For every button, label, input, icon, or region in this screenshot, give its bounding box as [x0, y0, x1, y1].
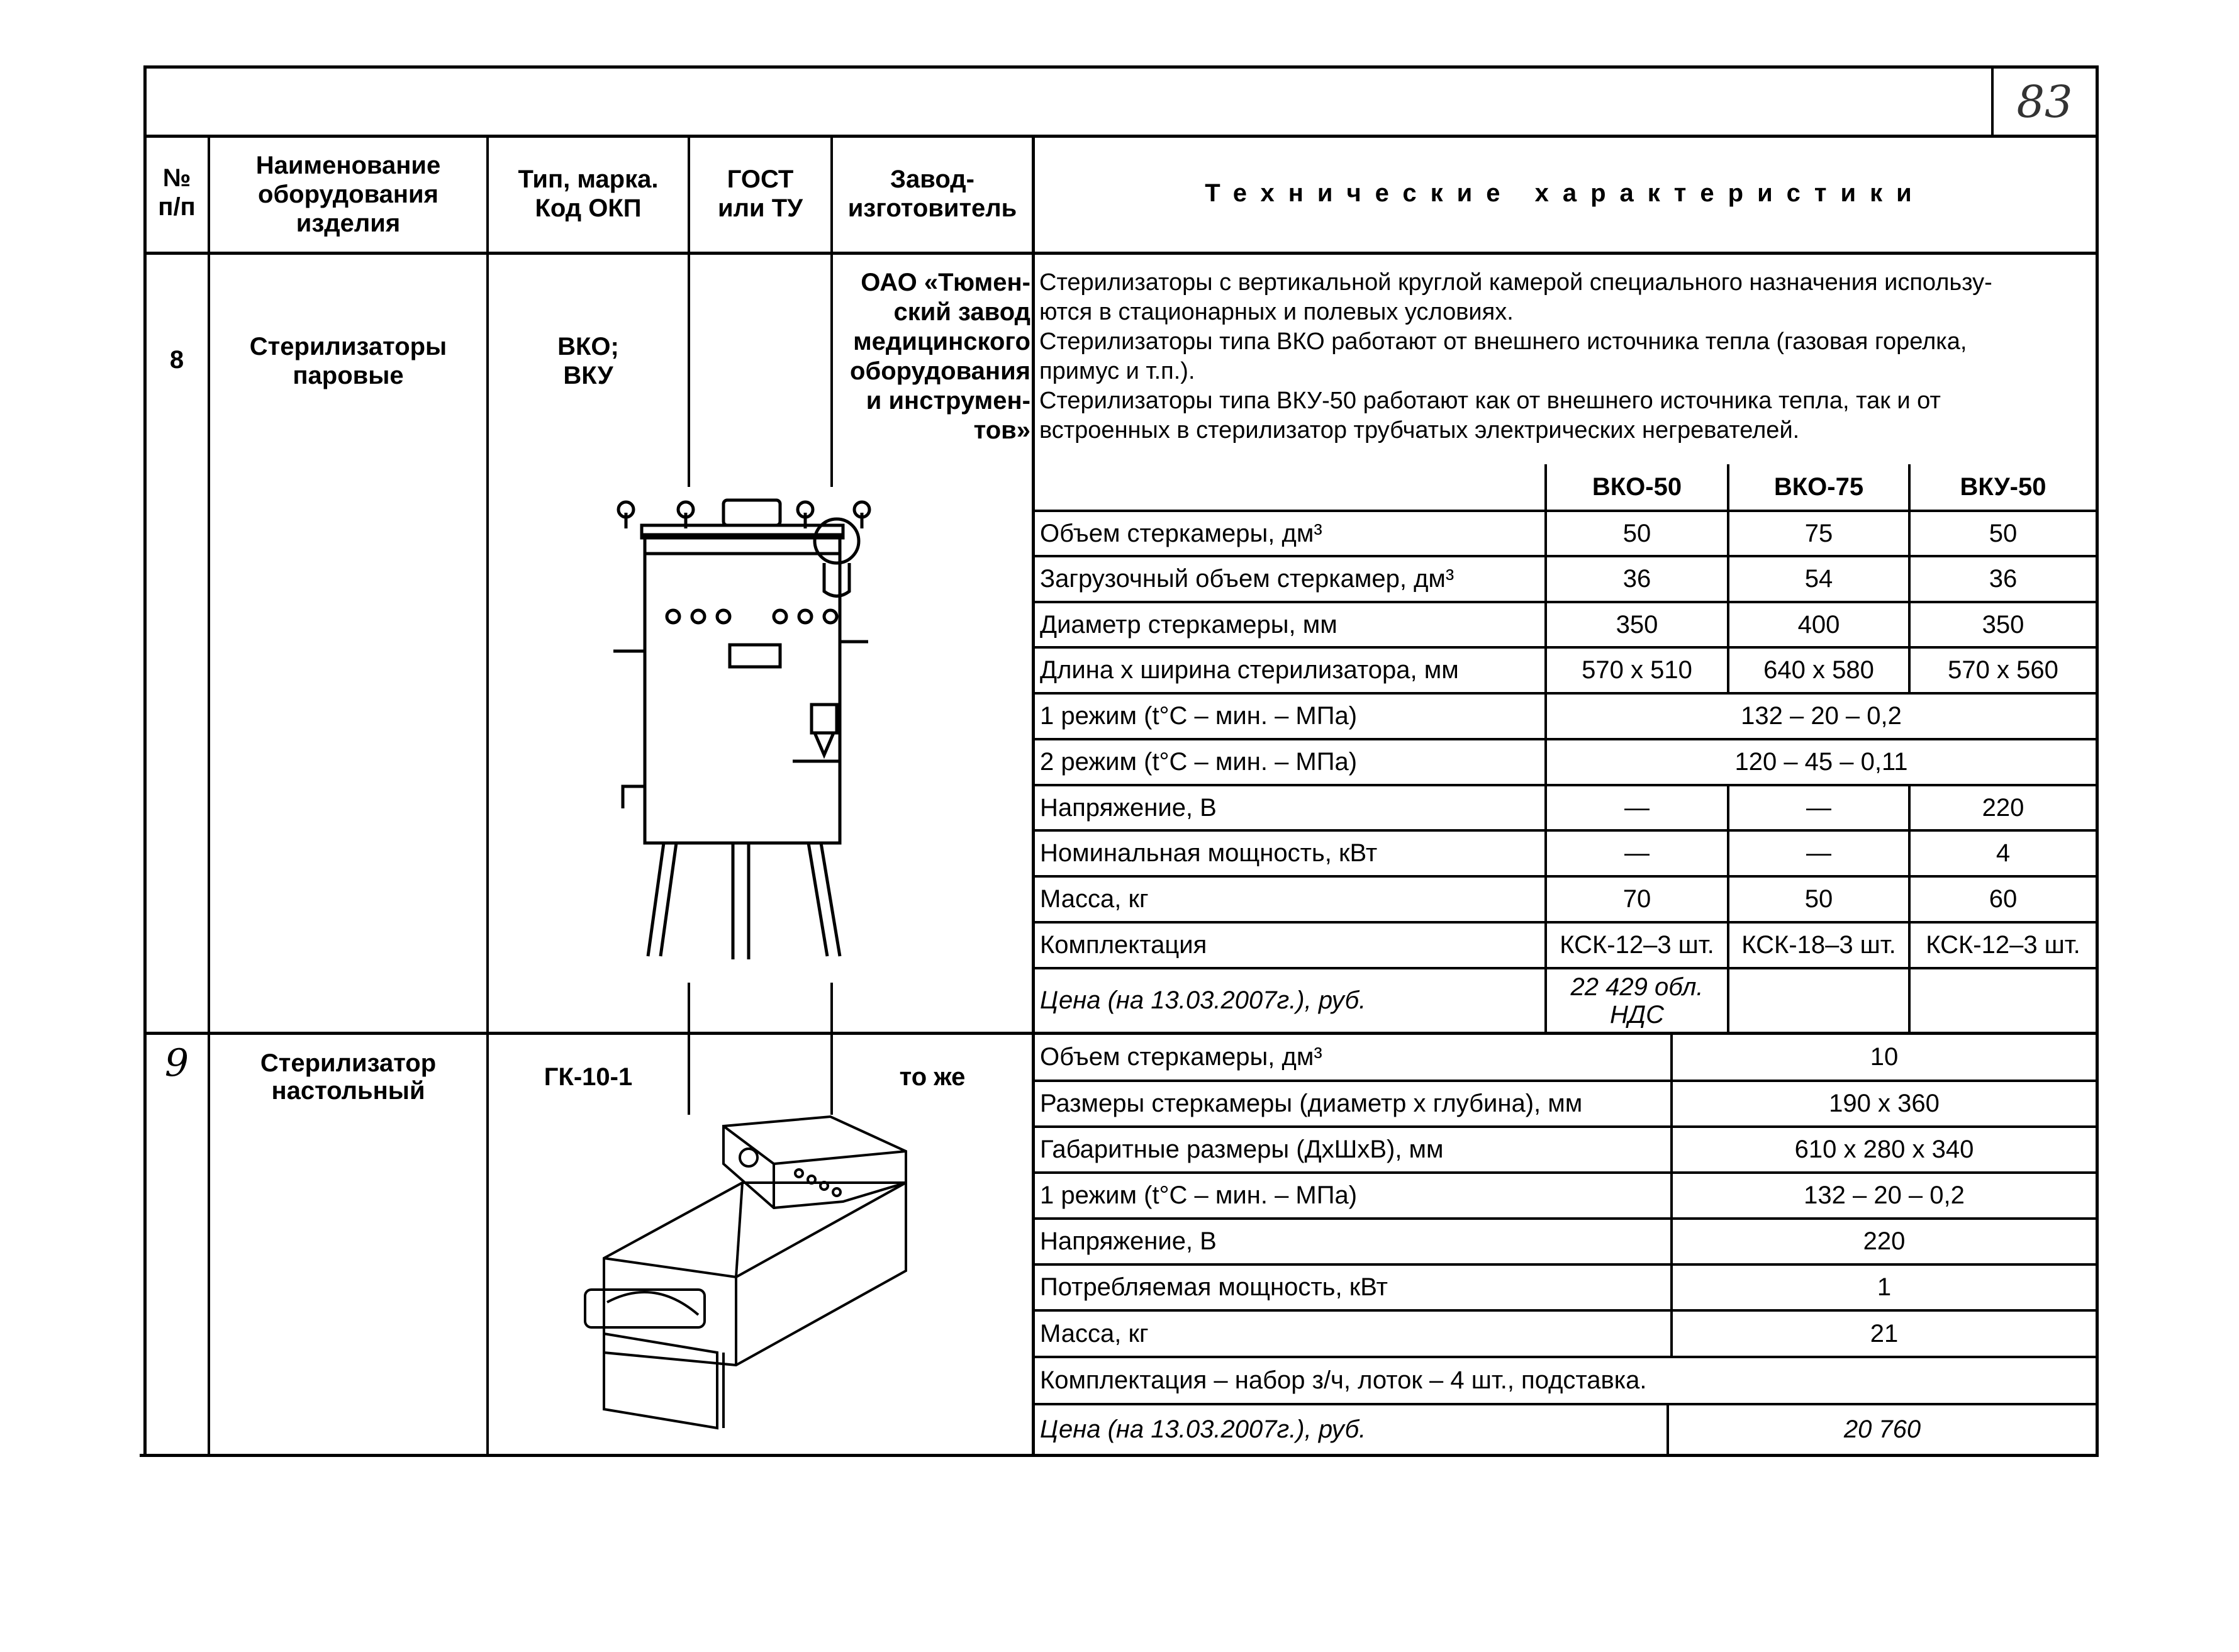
item9-name: Стерилизатор настольный	[260, 1049, 437, 1105]
spec-label: Масса, кг	[1040, 885, 1149, 913]
header-bottom-line	[143, 252, 2099, 255]
spec-value: 10	[1870, 1043, 1899, 1071]
item9-num: 9	[164, 1041, 189, 1085]
spec-value: 70	[1622, 885, 1651, 913]
spec-value: 50	[1804, 885, 1833, 913]
spec-value: 75	[1804, 519, 1833, 547]
spec-value: 36	[1622, 565, 1651, 593]
spec-label: Номинальная мощность, кВт	[1040, 839, 1378, 867]
spec-value: 350	[1616, 610, 1658, 639]
description-line: Стерилизаторы типа ВКУ-50 работают как от внешнего источника тепла, так и от	[1039, 388, 1941, 414]
spec-value: 350	[1982, 610, 2024, 639]
price-label: Цена (на 13.03.2007г.), руб.	[1040, 1415, 1366, 1443]
spec-value: 610 х 280 х 340	[1794, 1136, 1974, 1163]
item8-name: Стерилизаторы паровые	[249, 333, 447, 389]
spec-label: 1 режим (t°С – мин. – МПа)	[1040, 1181, 1358, 1209]
item8-maker: ОАО «Тюмен- ский завод медицинского оборудования и инструмен- тов»	[850, 269, 1030, 444]
spec-label: Длина х ширина стерилизатора, мм	[1040, 656, 1459, 684]
spec-value: —	[1806, 839, 1831, 867]
spec-value: 50	[1989, 519, 2018, 547]
spec-value: —	[1624, 793, 1650, 822]
frame-left	[143, 65, 147, 1457]
item9-maker: то же	[899, 1063, 966, 1091]
col-line-4b	[830, 983, 833, 1115]
frame-top	[143, 65, 2099, 69]
spec-value: 640 х 580	[1763, 656, 1874, 684]
header-gost: ГОСТ или ТУ	[717, 165, 803, 222]
header-type: Тип, марка. Код ОКП	[518, 165, 659, 222]
frame-bottom	[140, 1454, 2099, 1457]
header-specs: Технические характеристики	[1205, 179, 1926, 207]
spec-value: 1	[1877, 1273, 1892, 1301]
spec-value: 220	[1982, 793, 2024, 822]
spec-value: 220	[1863, 1227, 1906, 1255]
spec-label: Загрузочный объем стеркамер, дм³	[1040, 565, 1455, 593]
description-line: встроенных в стерилизатор трубчатых электрических негревателей.	[1039, 417, 1800, 444]
spec-value: 21	[1870, 1319, 1899, 1348]
description-line: Стерилизаторы с вертикальной круглой камерой специального назначения использу-	[1039, 269, 1992, 296]
col-header-vko50: ВКО-50	[1592, 472, 1682, 501]
spec-label: Габаритные размеры (ДхШхВ), мм	[1040, 1136, 1444, 1163]
col-header-vko75: ВКО-75	[1773, 472, 1864, 501]
spec-label: Размеры стеркамеры (диаметр х глубина), мм	[1040, 1090, 1583, 1117]
spec-value: —	[1806, 793, 1831, 822]
spec-value: 4	[1996, 839, 2011, 867]
spec-value: 50	[1622, 519, 1651, 547]
price-value: 20 760	[1843, 1415, 1921, 1443]
spec-value: 570 х 510	[1582, 656, 1692, 684]
spec-value: 36	[1989, 565, 2018, 593]
price-value: 22 429 обл. НДС	[1570, 973, 1704, 1029]
spec-value: 190 х 360	[1829, 1090, 1940, 1117]
spec-value: КСК-18–3 шт.	[1741, 931, 1896, 959]
spec-value: 400	[1797, 610, 1840, 639]
col-line-3b	[688, 983, 690, 1115]
spec-label: Напряжение, В	[1040, 1227, 1217, 1255]
header-top-line	[143, 135, 2099, 138]
spec-label: Диаметр стеркамеры, мм	[1040, 610, 1337, 639]
spec-label: Объем стеркамеры, дм³	[1040, 1043, 1322, 1071]
description-line: ются в стационарных и полевых условиях.	[1039, 299, 1514, 325]
spec-value: 60	[1989, 885, 2018, 913]
spec-label: Потребляемая мощность, кВт	[1040, 1273, 1388, 1301]
header-num: № п/п	[158, 164, 196, 221]
spec-value-merged: 132 – 20 – 0,2	[1741, 702, 1902, 730]
description-line: Стерилизаторы типа ВКО работают от внешнего источника тепла (газовая горелка,	[1039, 328, 1967, 355]
spec-label: Масса, кг	[1040, 1319, 1149, 1348]
header-name: Наименование оборудования изделия	[255, 152, 441, 237]
spec-label: 2 режим (t°С – мин. – МПа)	[1040, 748, 1358, 776]
description-line: примус и т.п.).	[1039, 358, 1195, 384]
spec-value: 570 х 560	[1948, 656, 2058, 684]
spec-value-merged: 120 – 45 – 0,11	[1734, 748, 1908, 776]
spec-label: Комплектация	[1040, 931, 1207, 959]
tabletop-sterilizer-illustration	[579, 1113, 918, 1441]
spec-label: Напряжение, В	[1040, 793, 1217, 822]
spec-value: КСК-12–3 шт.	[1560, 931, 1714, 959]
frame-right	[2096, 65, 2099, 1457]
spec-value: 132 – 20 – 0,2	[1804, 1181, 1965, 1209]
steam-sterilizer-illustration	[598, 491, 912, 969]
item8-description	[1039, 268, 2090, 445]
spec-value: —	[1624, 839, 1650, 867]
item9-type: ГК-10-1	[544, 1063, 633, 1091]
spec-value: 54	[1804, 565, 1833, 593]
kit-text: Комплектация – набор з/ч, лоток – 4 шт., подставка.	[1040, 1366, 1647, 1394]
price-label: Цена (на 13.03.2007г.), руб.	[1040, 986, 1366, 1014]
spec-label: Объем стеркамеры, дм³	[1040, 519, 1322, 547]
item8-type: ВКО; ВКУ	[557, 333, 619, 389]
item8-num: 8	[169, 346, 184, 374]
header-maker: Завод- изготовитель	[847, 165, 1017, 222]
page-number: 83	[2016, 76, 2073, 128]
spec-label: 1 режим (t°С – мин. – МПа)	[1040, 702, 1358, 730]
col-header-vku50: ВКУ-50	[1960, 472, 2046, 501]
spec-value: КСК-12–3 шт.	[1926, 931, 2080, 959]
